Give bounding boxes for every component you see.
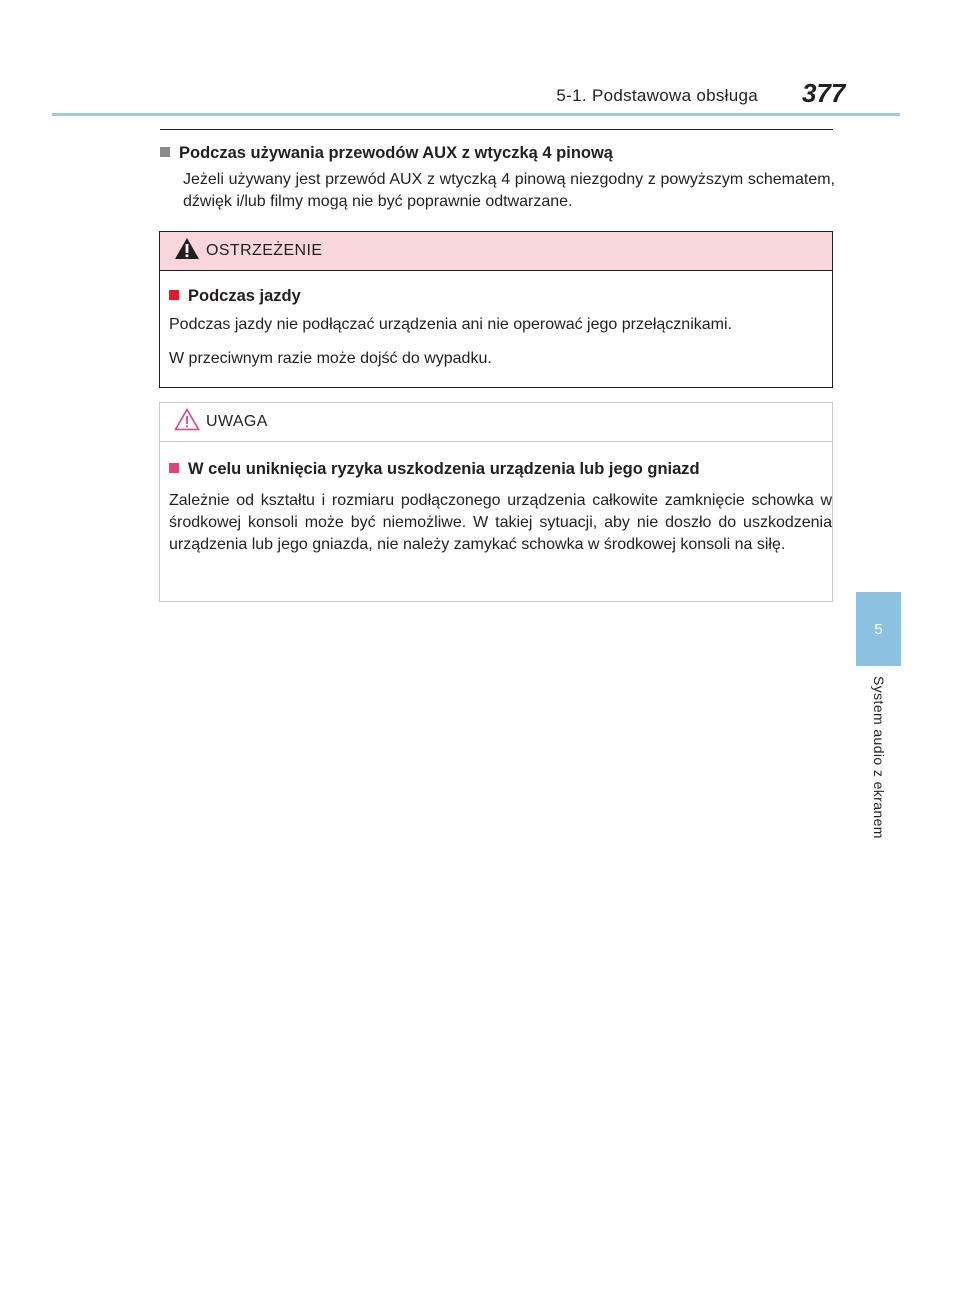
section-divider <box>160 129 833 130</box>
notice-box <box>159 402 833 602</box>
warning-header <box>160 232 832 271</box>
header-rule <box>52 113 900 116</box>
warning-item-heading <box>169 285 832 307</box>
notice-body <box>160 442 832 556</box>
notice-text: Zależnie od kształtu i rozmiaru podłączonego urządzenia całkowite zamknięcie schowka w środkowej konsoli może być niemożliwe. W takiej sytuacji, aby nie doszło do uszkodzenia urządzenia lub jego gniazda, nie należy zamykać schowka w środkowej konsoli na siłę. <box>169 492 832 553</box>
section-body: Jeżeli używany jest przewód AUX z wtyczką 4 pinową niezgodny z powyższym schematem, dźwięk i/lub filmy mogą nie być poprawnie odtwarzane. <box>183 171 835 210</box>
aux-cable-section <box>160 142 835 213</box>
notice-header <box>160 403 832 442</box>
warning-body <box>160 271 832 370</box>
notice-title: UWAGA <box>206 413 268 430</box>
section-heading <box>160 142 835 164</box>
page-number: 377 <box>802 78 846 108</box>
chapter-number: 5 <box>874 620 883 638</box>
pink-square-bullet-icon <box>169 463 179 473</box>
section-heading-text: Podczas używania przewodów AUX z wtyczką 4 pinową <box>179 144 613 162</box>
chapter-title: System audio z ekranem <box>871 676 887 839</box>
chapter-tab <box>856 592 901 666</box>
header-section-title: 5-1. Podstawowa obsługa <box>556 86 758 105</box>
notice-item-heading-text: W celu uniknięcia ryzyka uszkodzenia urządzenia lub jego gniazd <box>188 460 700 478</box>
warning-line-1: Podczas jazdy nie podłączać urządzenia ani nie operować jego przełącznikami. <box>169 316 732 333</box>
warning-line-2: W przeciwnym razie może dojść do wypadku. <box>169 350 492 367</box>
gray-square-bullet-icon <box>160 147 170 157</box>
notice-item-heading <box>169 458 832 480</box>
warning-item-heading-text: Podczas jazdy <box>188 287 301 305</box>
red-square-bullet-icon <box>169 290 179 300</box>
warning-box <box>159 231 833 388</box>
caution-triangle-icon <box>174 408 200 436</box>
warning-triangle-icon <box>174 237 200 265</box>
warning-title: OSTRZEŻENIE <box>206 242 323 259</box>
